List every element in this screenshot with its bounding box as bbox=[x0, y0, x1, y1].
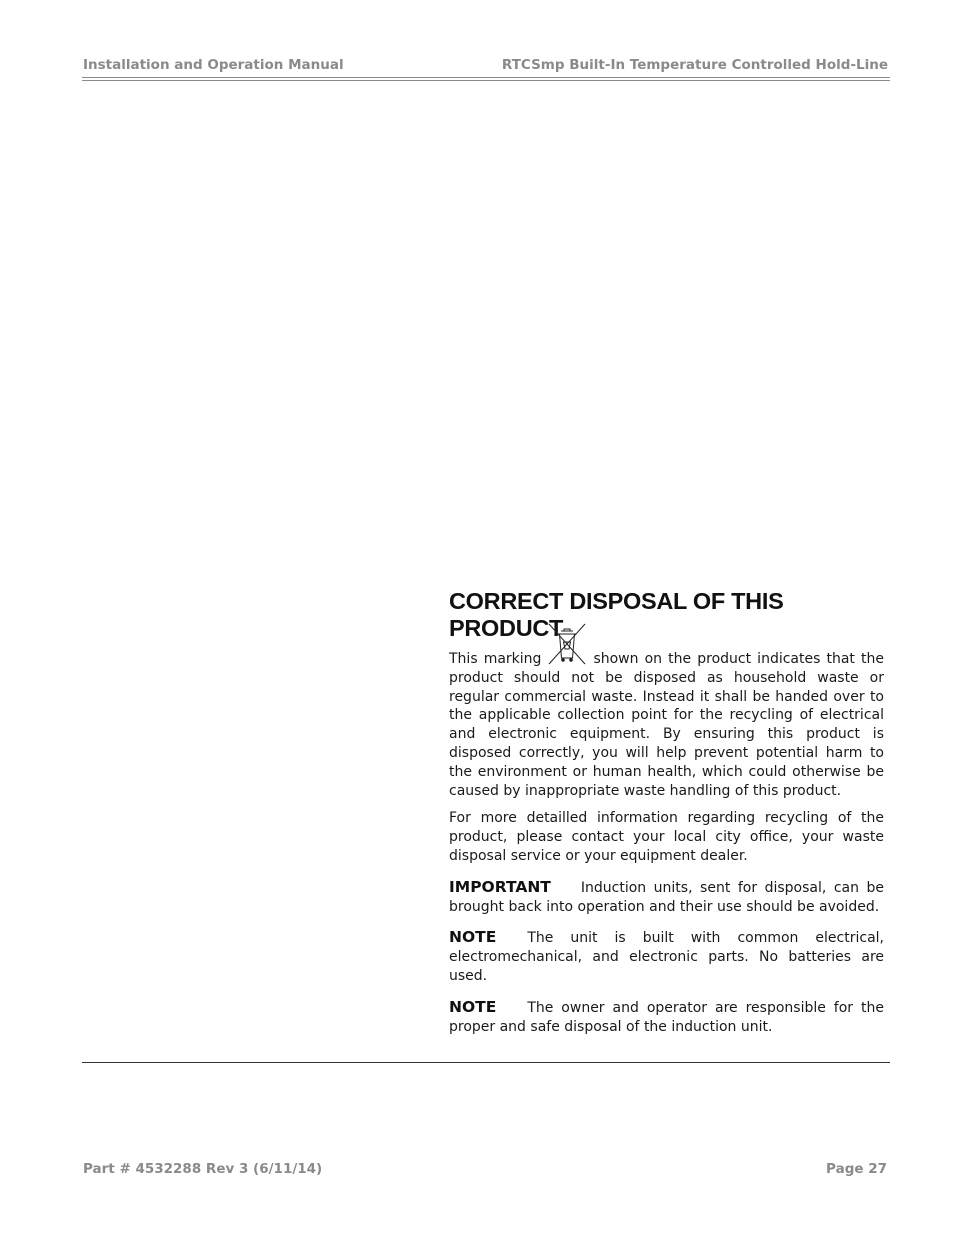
section-title: CORRECT DISPOSAL OF THIS PRODUCT bbox=[449, 588, 784, 641]
header-manual-title: Installation and Operation Manual bbox=[83, 57, 344, 73]
footer-page-number: Page 27 bbox=[826, 1161, 887, 1177]
important-text: Induction units, sent for disposal, can be brought back into operation and their use should be avoided. bbox=[449, 879, 884, 915]
footer-rule bbox=[82, 1062, 890, 1063]
recycling-info-paragraph: For more detailled information regarding recycling of the product, please contact your local city office, your waste disposal service or your equipment dealer. bbox=[449, 810, 884, 864]
note-responsibility-text: The owner and operator are responsible for the proper and safe disposal of the induction unit. bbox=[449, 999, 884, 1035]
note-parts-text: The unit is built with common electrical, electromechanical, and electronic parts. No batteries are used. bbox=[449, 930, 884, 984]
note-label: NOTE bbox=[449, 997, 497, 1016]
note-parts-paragraph bbox=[449, 928, 884, 985]
header-product-title: RTCSmp Built-In Temperature Controlled Hold-Line bbox=[501, 57, 888, 73]
header-rule-top bbox=[82, 77, 890, 78]
note-label: NOTE bbox=[449, 928, 497, 947]
footer-part-number: Part # 4532288 Rev 3 (6/11/14) bbox=[83, 1161, 323, 1177]
marking-lead-text: This marking bbox=[449, 651, 542, 667]
disposal-section bbox=[449, 588, 884, 1036]
disposal-paragraph bbox=[449, 650, 884, 800]
important-paragraph bbox=[449, 878, 884, 917]
crossed-out-wheelie-bin-icon bbox=[547, 622, 587, 668]
marking-body-text: shown on the product indicates that the product should not be disposed as household waste or regular commercial waste. Instead it shall be handed over to the applicable collection point for the recycling of electrical and electronic equipment. By ensuring this product is disposed correctly, you will help prevent potential harm to the environment or human health, which could otherwise be caused by inappropriate waste handling of this product. bbox=[449, 651, 884, 799]
header-rule-bottom bbox=[82, 80, 890, 81]
note-responsibility-paragraph bbox=[449, 998, 884, 1037]
important-label: IMPORTANT bbox=[449, 877, 551, 896]
